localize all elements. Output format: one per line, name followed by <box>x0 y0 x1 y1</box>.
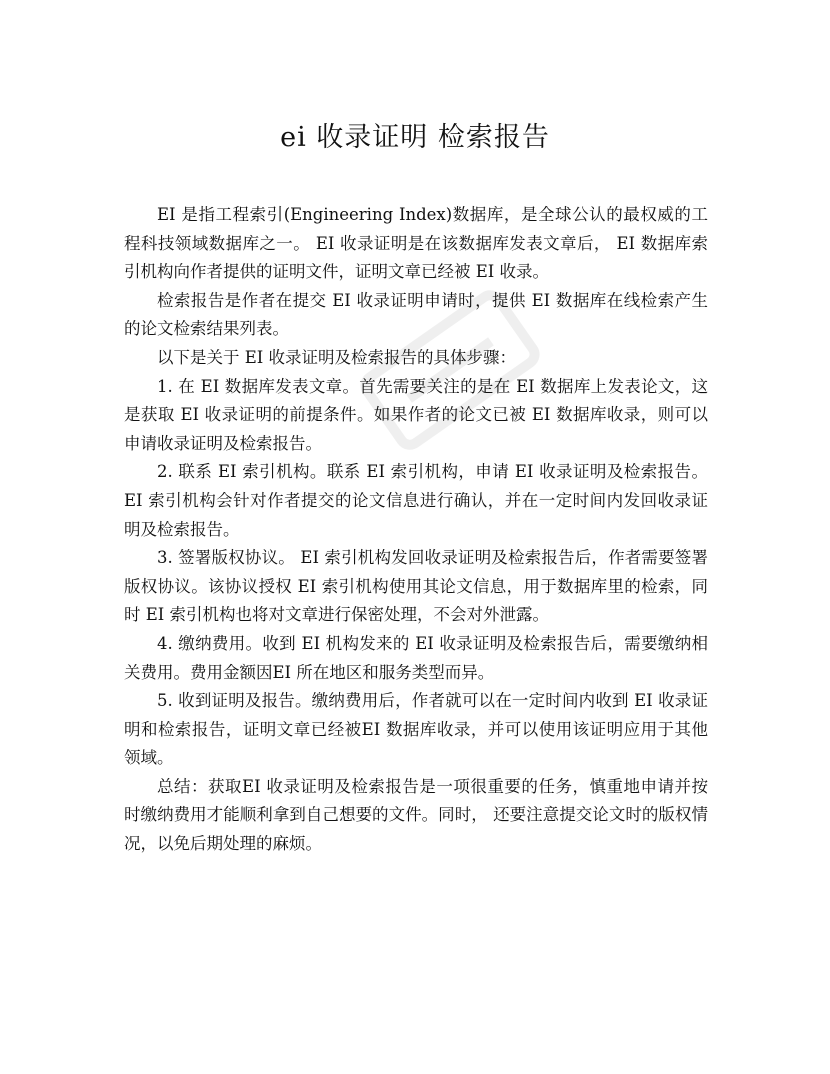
document-body <box>124 201 708 859</box>
paragraph-step-1: 1. 在 EI 数据库发表文章。首先需要关注的是在 EI 数据库上发表论文，这是获取 EI 收录证明的前提条件。如果作者的论文已被 EI 数据库收录，则可以申请收录证明及检索报告。 <box>124 376 708 453</box>
paragraph-step-4: 4. 缴纳费用。收到 EI 机构发来的 EI 收录证明及检索报告后，需要缴纳相关费用。费用金额因EI 所在地区和服务类型而异。 <box>124 633 708 682</box>
page-title: ei 收录证明 检索报告 <box>280 122 550 153</box>
paragraph-report-definition: 检索报告是作者在提交 EI 收录证明申请时，提供 EI 数据库在线检索产生的论文检索结果列表。 <box>124 290 708 339</box>
paragraph-step-3: 3. 签署版权协议。 EI 索引机构发回收录证明及检索报告后，作者需要签署版权协议。该协议授权 EI 索引机构使用其论文信息，用于数据库里的检索，同时 EI 索引机构也将对文章进行保密处理，不会对外泄露。 <box>124 548 708 625</box>
paragraph-steps-heading: 以下是关于 EI 收录证明及检索报告的具体步骤： <box>157 347 517 367</box>
paragraph-intro: EI 是指工程索引(Engineering Index)数据库，是全球公认的最权威的工程科技领域数据库之一。 EI 收录证明是在该数据库发表文章后， EI 数据库索引机构向作者提供的证明文件，证明文章已经被 EI 收录。 <box>124 205 708 282</box>
paragraph-step-5: 5. 收到证明及报告。缴纳费用后，作者就可以在一定时间内收到 EI 收录证明和检索报告，证明文章已经被EI 数据库收录，并可以使用该证明应用于其他领域。 <box>124 691 708 768</box>
paragraph-step-2: 2. 联系 EI 索引机构。联系 EI 索引机构，申请 EI 收录证明及检索报告。 EI 索引机构会针对作者提交的论文信息进行确认，并在一定时间内发回收录证明及检索报告。 <box>124 462 708 539</box>
paragraph-summary: 总结：获取EI 收录证明及检索报告是一项很重要的任务，慎重地申请并按时缴纳费用才能顺利拿到自己想要的文件。同时， 还要注意提交论文时的版权情况，以免后期处理的麻烦。 <box>124 776 708 854</box>
